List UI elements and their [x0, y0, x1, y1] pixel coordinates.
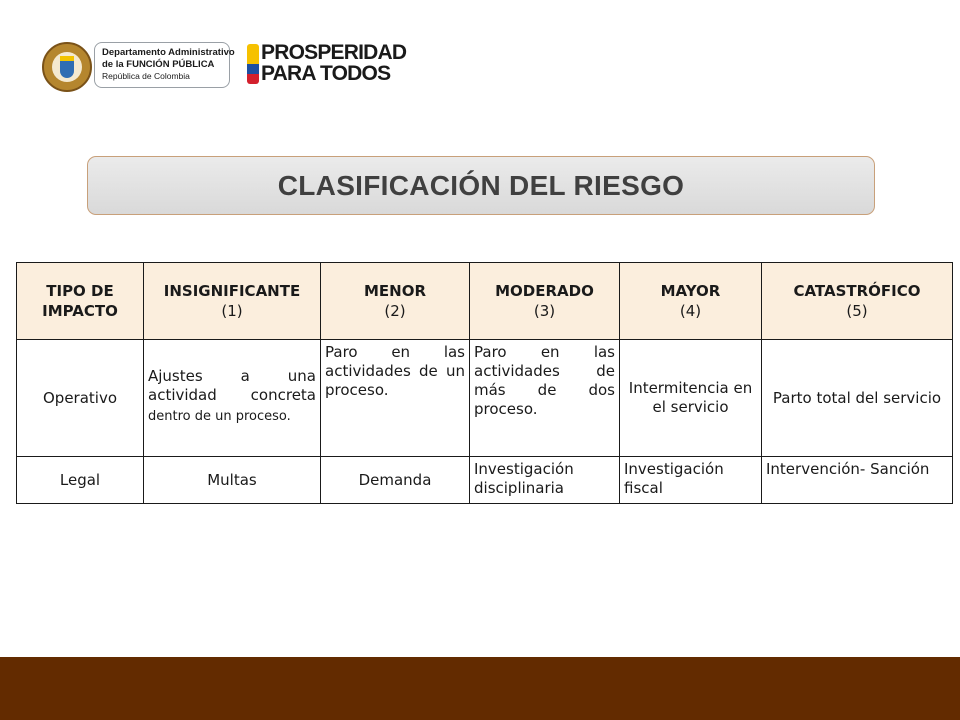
table-cell: Parto total del servicio [762, 340, 953, 457]
prosperidad-logo [247, 42, 417, 88]
header-cell [321, 263, 470, 340]
slogan-text [261, 42, 406, 84]
slogan-line-2: PARA TODOS [261, 62, 391, 85]
table-cell: Intermitencia en el servicio [620, 340, 762, 457]
footer-bar [0, 657, 960, 720]
table-cell: Demanda [321, 457, 470, 504]
dept-line-3: República de Colombia [102, 71, 190, 81]
table-cell: Intervención- Sanción [762, 457, 953, 504]
dept-line-1: Departamento Administrativo [102, 47, 235, 58]
header-cell [762, 263, 953, 340]
department-name-box [94, 42, 235, 88]
table-cell: Paro en las actividades de un proceso. [321, 340, 470, 457]
cell-text: Ajustes a una actividad concreta [148, 367, 316, 404]
table-row [17, 340, 953, 457]
header-sub: (1) [221, 302, 243, 320]
funcion-publica-logo [42, 40, 235, 92]
table-cell: Paro en las actividades de más de dos proceso. [470, 340, 620, 457]
flag-mark-icon [247, 44, 259, 84]
risk-classification-table [16, 262, 953, 504]
header-label: TIPO DE IMPACTO [42, 282, 118, 320]
cell-text-small: dentro de un proceso. [148, 409, 291, 424]
header-label: MAYOR [660, 282, 721, 300]
header-label: CATASTRÓFICO [793, 282, 921, 300]
table-cell: Multas [144, 457, 321, 504]
header-cell [620, 263, 762, 340]
colombia-seal-icon [42, 42, 92, 92]
table-cell: Investigación fiscal [620, 457, 762, 504]
header-label: MENOR [363, 282, 427, 300]
header-cell [144, 263, 321, 340]
table-cell: Investigación disciplinaria [470, 457, 620, 504]
header-label: INSIGNIFICANTE [163, 282, 301, 300]
table-cell [144, 340, 321, 457]
header-sub: (2) [384, 302, 406, 320]
header-sub: (3) [533, 302, 556, 320]
header-cell [470, 263, 620, 340]
page-title: CLASIFICACIÓN DEL RIESGO [277, 169, 685, 201]
title-banner [87, 156, 875, 215]
header-sub: (4) [679, 302, 702, 320]
header-label: MODERADO [495, 282, 594, 300]
slogan-line-1: PROSPERIDAD [261, 41, 407, 64]
table-row [17, 457, 953, 504]
table-header-row [17, 263, 953, 340]
dept-line-2: de la FUNCIÓN PÚBLICA [102, 59, 215, 70]
header-cell [17, 263, 144, 340]
table-cell-type: Legal [17, 457, 144, 504]
header-sub: (5) [846, 302, 868, 320]
table-cell-type: Operativo [17, 340, 144, 457]
